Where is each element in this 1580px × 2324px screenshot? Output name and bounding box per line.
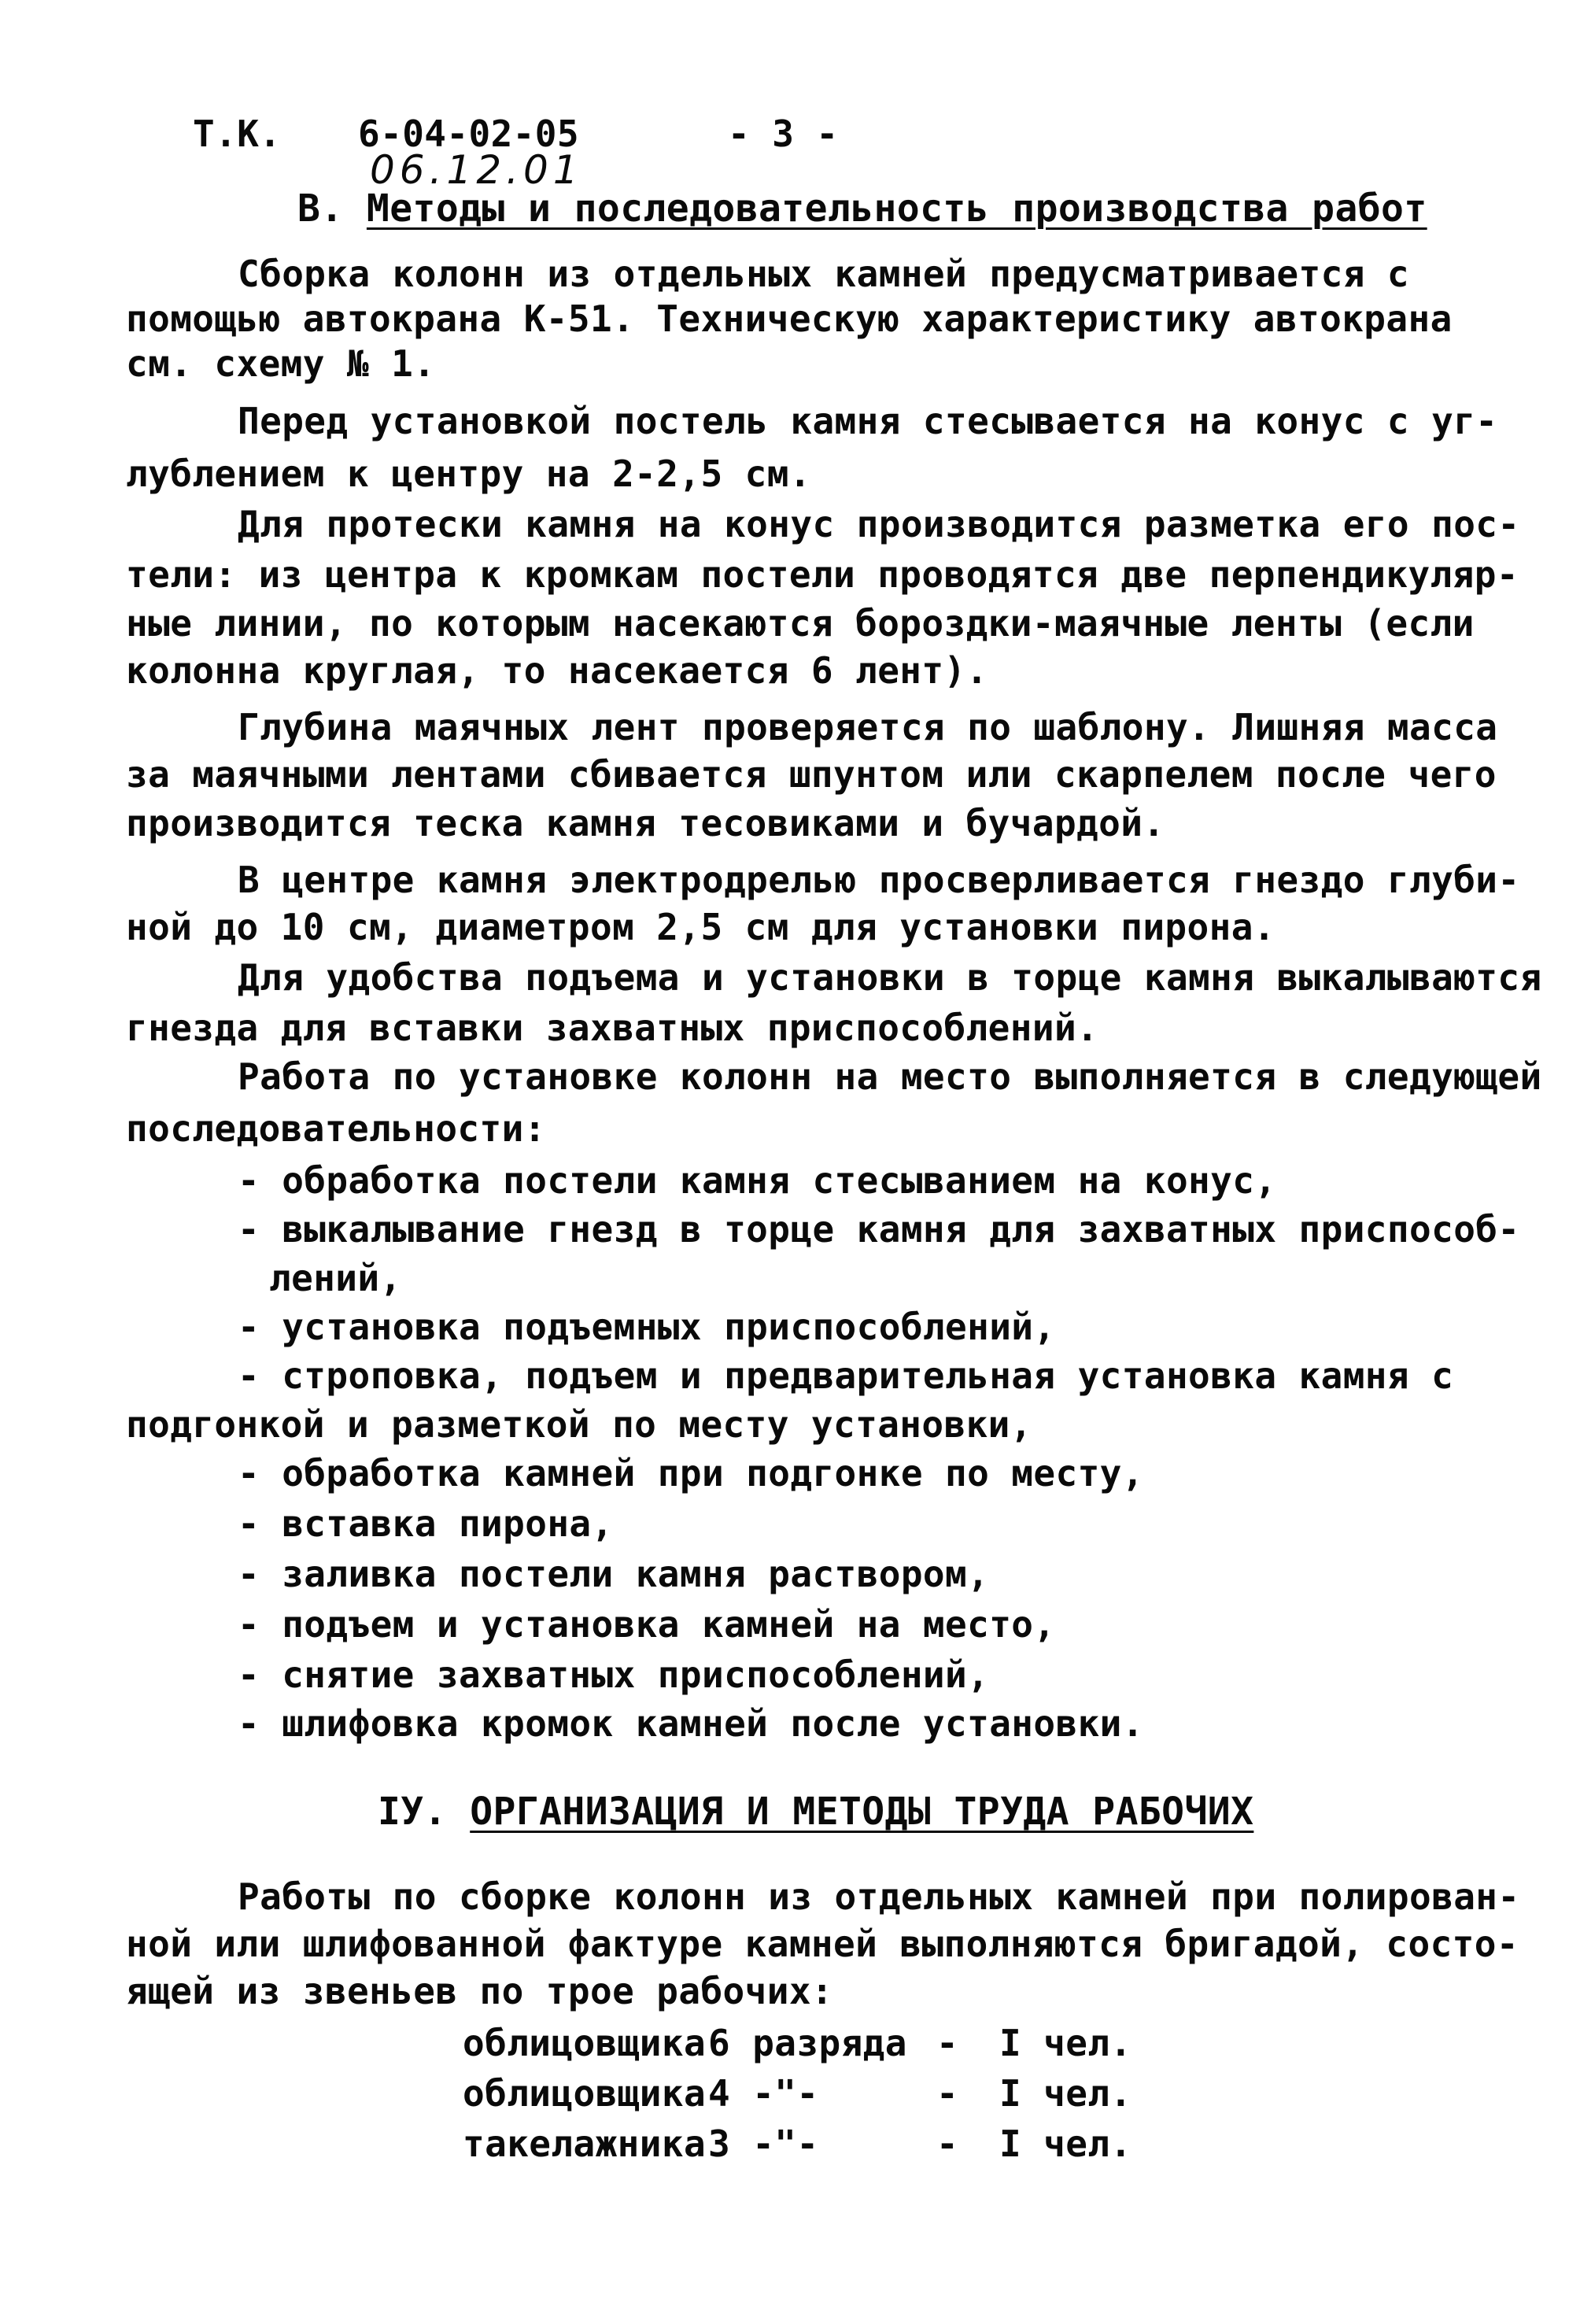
crew-count: I чел. — [999, 2072, 1132, 2115]
crew-role: облицовщика — [463, 2022, 707, 2064]
paragraph-line: Сборка колонн из отдельных камней предусматривается с — [238, 253, 1409, 295]
crew-grade: 3 -"- — [708, 2123, 819, 2165]
crew-dash: - — [936, 2123, 959, 2165]
section-4-prefix: IУ. — [378, 1790, 447, 1834]
crew-grade: 4 -"- — [708, 2072, 819, 2115]
crew-count: I чел. — [999, 2123, 1132, 2165]
list-item: - шлифовка кромок камней после установки. — [238, 1702, 1144, 1745]
section-b-title: Методы и последовательность производства работ — [366, 187, 1427, 231]
paragraph-line: см. схему № 1. — [126, 342, 436, 385]
crew-dash: - — [936, 2022, 959, 2064]
paragraph-line: колонна круглая, то насекается 6 лент). — [126, 649, 988, 692]
paragraph-line: В центре камня электродрелью просверливается гнездо глуби- — [238, 859, 1520, 901]
crew-dash: - — [936, 2072, 959, 2115]
page-number: - 3 - — [728, 113, 839, 155]
list-item: - выкалывание гнезд в торце камня для захватных приспособ- — [238, 1208, 1520, 1251]
section-4-heading — [378, 1788, 1253, 1835]
section-b-prefix: В. — [297, 187, 344, 231]
section-b-heading — [297, 185, 1427, 232]
paragraph-line: Для протески камня на конус производится разметка его пос- — [238, 503, 1520, 545]
paragraph-line: помощью автокрана К-51. Техническую характеристику автокрана — [126, 297, 1453, 340]
section-4-title: ОРГАНИЗАЦИЯ И МЕТОДЫ ТРУДА РАБОЧИХ — [470, 1790, 1254, 1834]
paragraph-line: ящей из звеньев по трое рабочих: — [126, 1970, 834, 2012]
paragraph-line: гнезда для вставки захватных приспособлений. — [126, 1007, 1099, 1049]
paragraph-line: Работы по сборке колонн из отдельных камней при полирован- — [238, 1875, 1520, 1918]
paragraph-line: за маячными лентами сбивается шпунтом или скарпелем после чего — [126, 753, 1497, 796]
paragraph-line: производится теска камня тесовиками и бучардой. — [126, 802, 1165, 844]
list-item: - обработка постели камня стесыванием на конус, — [238, 1159, 1277, 1202]
list-item: - установка подъемных приспособлений, — [238, 1306, 1056, 1348]
crew-grade: 6 разряда — [708, 2022, 907, 2064]
doc-number: 6-04-02-05 — [358, 113, 579, 155]
list-item: - вставка пирона, — [238, 1502, 614, 1545]
paragraph-line: Работа по установке колонн на место выполняется в следующей — [238, 1055, 1542, 1098]
crew-count: I чел. — [999, 2022, 1132, 2064]
paragraph-line: последовательности: — [126, 1107, 546, 1150]
list-item: - обработка камней при подгонке по месту, — [238, 1452, 1144, 1495]
paragraph-line: тели: из центра к кромкам постели проводятся две перпендикуляр- — [126, 553, 1519, 596]
paragraph-line: ной до 10 см, диаметром 2,5 см для установки пирона. — [126, 906, 1275, 948]
list-item: - заливка постели камня раствором, — [238, 1553, 990, 1595]
paragraph-line: лублением к центру на 2-2,5 см. — [126, 453, 811, 495]
list-item: лений, — [269, 1257, 402, 1299]
paragraph-line: Перед установкой постель камня стесывается на конус с уг- — [238, 400, 1498, 442]
list-item: - снятие захватных приспособлений, — [238, 1653, 990, 1696]
crew-role: облицовщика — [463, 2072, 707, 2115]
list-item: - строповка, подъем и предварительная установка камня с — [238, 1354, 1454, 1397]
paragraph-line: ные линии, по которым насекаются бороздки-маячные ленты (если — [126, 602, 1475, 645]
doc-code: Т.К. — [193, 113, 282, 155]
paragraph-line: ной или шлифованной фактуре камней выполняются бригадой, состо- — [126, 1923, 1519, 1965]
crew-role: такелажника — [463, 2123, 707, 2165]
list-item: подгонкой и разметкой по месту установки, — [126, 1403, 1032, 1446]
handwritten-date: 06.12.01 — [370, 147, 583, 193]
paragraph-line: Глубина маячных лент проверяется по шаблону. Лишняя масса — [238, 706, 1498, 748]
list-item: - подъем и установка камней на место, — [238, 1603, 1056, 1646]
paragraph-line: Для удобства подъема и установки в торце камня выкалываются — [238, 956, 1542, 999]
